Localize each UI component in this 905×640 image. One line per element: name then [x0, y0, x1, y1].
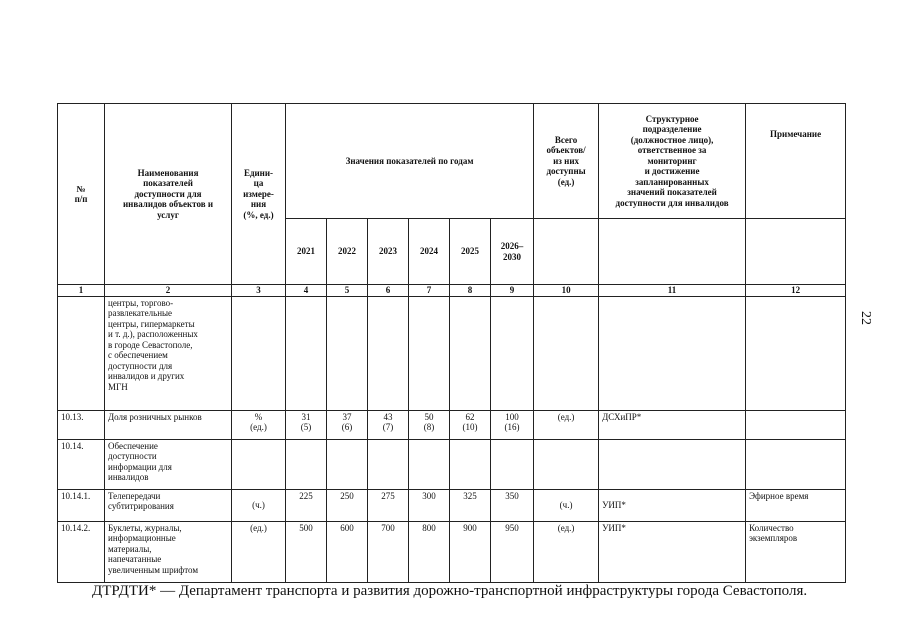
header-years-group: Значения показателей по годам	[286, 104, 534, 219]
row-dept	[599, 439, 746, 489]
header-total: Всего объектов/ из них доступны (ед.)	[534, 104, 599, 219]
row-value: 100 (16)	[491, 410, 534, 439]
indicators-table	[57, 103, 846, 583]
row-value: 50 (8)	[409, 410, 450, 439]
row-value: 950	[491, 521, 534, 582]
row-value	[286, 296, 327, 410]
row-value	[368, 439, 409, 489]
header-year: 2026– 2030	[491, 219, 534, 285]
row-value	[286, 439, 327, 489]
row-note	[746, 439, 846, 489]
header-dept: Структурное подразделение (должностное лицо), ответственное за мониторинг и достижение запланированных значений показателей доступности для инвалидов	[599, 104, 746, 219]
column-number: 9	[491, 285, 534, 297]
row-total: (ед.)	[534, 410, 599, 439]
row-note: Эфирное время	[746, 489, 846, 521]
row-value	[327, 296, 368, 410]
row-value	[450, 296, 491, 410]
row-value: 250	[327, 489, 368, 521]
row-unit: % (ед.)	[232, 410, 286, 439]
table-row	[58, 410, 846, 439]
row-dept: УИП*	[599, 489, 746, 521]
row-value: 37 (6)	[327, 410, 368, 439]
row-dept: ДСХиПР*	[599, 410, 746, 439]
row-total	[534, 439, 599, 489]
row-num: 10.14.2.	[58, 521, 105, 582]
header-name: Наименования показателей доступности для инвалидов объектов и услуг	[105, 104, 232, 285]
row-num: 10.14.1.	[58, 489, 105, 521]
header-row-top	[58, 104, 846, 219]
row-value	[409, 439, 450, 489]
row-name: Доля розничных рынков	[105, 410, 232, 439]
row-dept	[599, 296, 746, 410]
row-value: 800	[409, 521, 450, 582]
row-unit: (ч.)	[232, 489, 286, 521]
table-row	[58, 439, 846, 489]
header-year: 2023	[368, 219, 409, 285]
header-year: 2021	[286, 219, 327, 285]
row-name: центры, торгово- развлекательные центры, гипермаркеты и т. д.), расположенных в городе Севастополе, с обеспечением доступности для инвалидов и других МГН	[105, 296, 232, 410]
row-value	[491, 439, 534, 489]
row-dept: УИП*	[599, 521, 746, 582]
row-value: 900	[450, 521, 491, 582]
row-value: 275	[368, 489, 409, 521]
row-value	[450, 439, 491, 489]
row-value: 700	[368, 521, 409, 582]
footnote: ДТРДТИ* — Департамент транспорта и развития дорожно-транспортной инфраструктуры города Севастополя.	[92, 583, 808, 599]
table-row	[58, 521, 846, 582]
column-number: 3	[232, 285, 286, 297]
row-value: 31 (5)	[286, 410, 327, 439]
row-value	[327, 439, 368, 489]
column-number-row	[58, 285, 846, 297]
row-value	[409, 296, 450, 410]
row-note	[746, 296, 846, 410]
row-unit	[232, 296, 286, 410]
header-num: № п/п	[58, 104, 105, 285]
header-unit: Едини- ца измере- ния (%, ед.)	[232, 104, 286, 285]
column-number: 4	[286, 285, 327, 297]
row-value: 43 (7)	[368, 410, 409, 439]
column-number: 6	[368, 285, 409, 297]
table-row	[58, 296, 846, 410]
header-year: 2025	[450, 219, 491, 285]
column-number: 1	[58, 285, 105, 297]
row-value: 62 (10)	[450, 410, 491, 439]
row-num	[58, 296, 105, 410]
row-total	[534, 296, 599, 410]
row-value: 325	[450, 489, 491, 521]
row-note	[746, 410, 846, 439]
column-number: 7	[409, 285, 450, 297]
row-unit	[232, 439, 286, 489]
row-num: 10.14.	[58, 439, 105, 489]
column-number: 8	[450, 285, 491, 297]
row-value: 600	[327, 521, 368, 582]
column-number: 12	[746, 285, 846, 297]
row-note: Количество экземпляров	[746, 521, 846, 582]
header-empty-cell	[599, 219, 746, 285]
header-year: 2022	[327, 219, 368, 285]
row-value: 500	[286, 521, 327, 582]
table-row	[58, 489, 846, 521]
header-empty-cell	[534, 219, 599, 285]
column-number: 2	[105, 285, 232, 297]
header-year: 2024	[409, 219, 450, 285]
row-value	[491, 296, 534, 410]
row-value: 225	[286, 489, 327, 521]
row-total: (ед.)	[534, 521, 599, 582]
row-unit: (ед.)	[232, 521, 286, 582]
row-name: Обеспечение доступности информации для инвалидов	[105, 439, 232, 489]
column-number: 5	[327, 285, 368, 297]
row-value	[368, 296, 409, 410]
row-num: 10.13.	[58, 410, 105, 439]
column-number: 10	[534, 285, 599, 297]
row-total: (ч.)	[534, 489, 599, 521]
row-value: 350	[491, 489, 534, 521]
row-name: Телепередачи субтитрирования	[105, 489, 232, 521]
header-empty-cell	[746, 219, 846, 285]
header-note: Примечание	[746, 104, 846, 219]
page-number: 22	[858, 311, 873, 325]
row-value: 300	[409, 489, 450, 521]
row-name: Буклеты, журналы, информационные материалы, напечатанные увеличенным шрифтом	[105, 521, 232, 582]
column-number: 11	[599, 285, 746, 297]
